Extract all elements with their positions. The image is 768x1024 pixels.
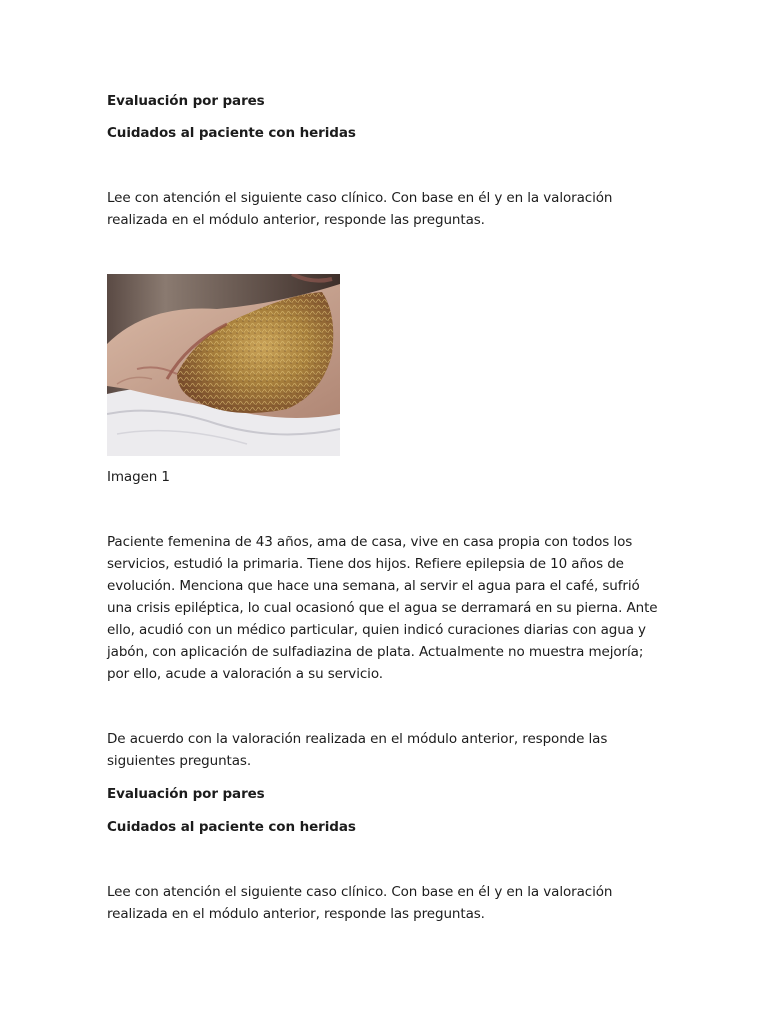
instructions-paragraph-repeat: Lee con atención el siguiente caso clínico. Con base en él y en la valoración realizada en el módulo anterior, responde las preguntas.	[107, 884, 613, 922]
questions-intro: De acuerdo con la valoración realizada en el módulo anterior, responde las siguientes preguntas.	[107, 731, 608, 769]
section-subtitle-repeat: Cuidados al paciente con heridas	[107, 819, 356, 835]
section-title-repeat: Evaluación por pares	[107, 786, 265, 802]
wound-photo	[107, 274, 340, 456]
image-caption: Imagen 1	[107, 469, 170, 485]
document-page	[107, 90, 667, 925]
instructions-paragraph: Lee con atención el siguiente caso clínico. Con base en él y en la valoración realizada en el módulo anterior, responde las preguntas.	[107, 190, 613, 228]
case-description: Paciente femenina de 43 años, ama de casa, vive en casa propia con todos los servicios, estudió la primaria. Tiene dos hijos. Refiere epilepsia de 10 años de evolución. Menciona que hace una semana, al servir el agua para el café, sufrió una crisis epiléptica, lo cual ocasionó que el agua se derramará en su pierna. Ante ello, acudió con un médico particular, quien indicó curaciones diarias con agua y jabón, con aplicación de sulfadiazina de plata. Actualmente no muestra mejoría; por ello, acude a valoración a su servicio.	[107, 534, 658, 682]
section-title: Evaluación por pares	[107, 93, 265, 109]
section-subtitle: Cuidados al paciente con heridas	[107, 125, 356, 141]
